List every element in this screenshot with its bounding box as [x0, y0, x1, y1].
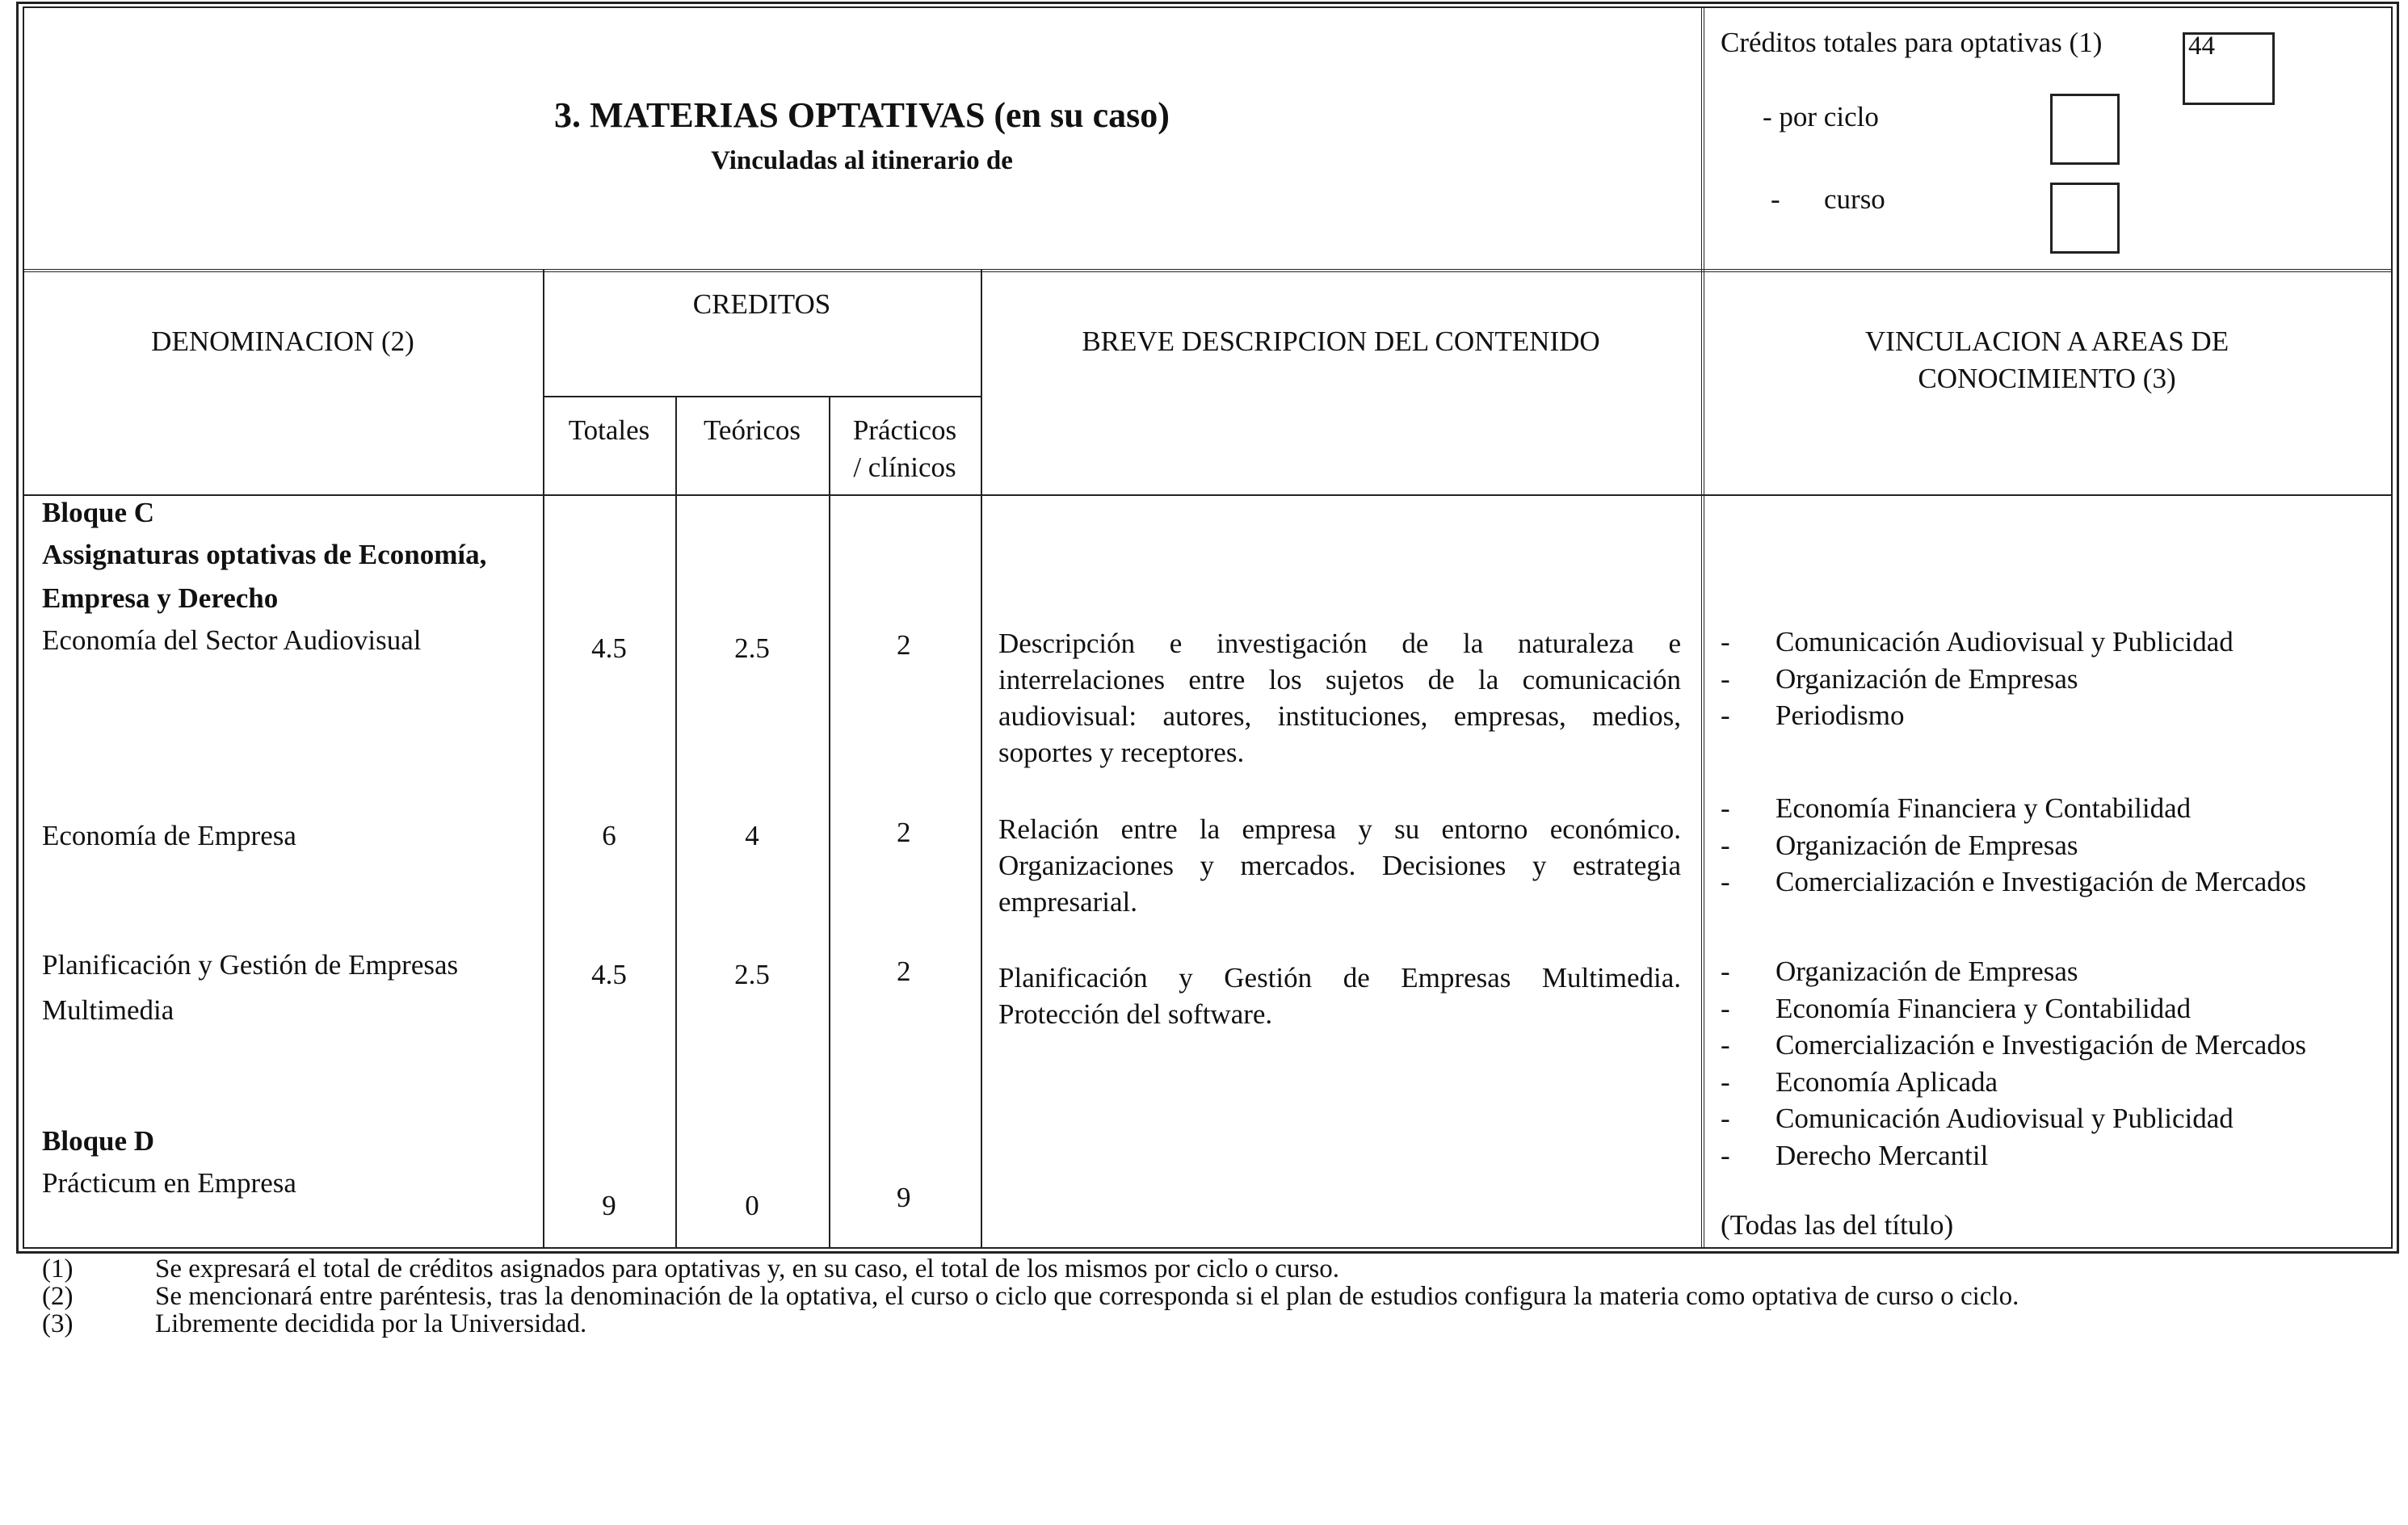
header-divider	[23, 269, 2393, 272]
row2-areas	[1721, 790, 2306, 901]
area-item	[1721, 1027, 2306, 1064]
area-label: Organización de Empresas	[1776, 829, 2078, 861]
row3-areas	[1721, 953, 2306, 1174]
area-dash: -	[1721, 1103, 1730, 1134]
area-dash: -	[1721, 1029, 1730, 1061]
footnote-2	[42, 1283, 2019, 1310]
per-course-label: curso	[1824, 183, 1885, 215]
area-label: Derecho Mercantil	[1776, 1139, 1989, 1171]
col-header-clinicos: / clínicos	[853, 452, 956, 483]
row2-practicos: 2	[897, 817, 911, 848]
row2-teoricos: 4	[745, 820, 759, 851]
area-item	[1721, 1100, 2306, 1137]
row4-areas-note: (Todas las del título)	[1721, 1209, 1954, 1241]
area-label: Comunicación Audiovisual y Publicidad	[1776, 1103, 2234, 1134]
area-item	[1721, 1064, 2306, 1101]
row1-practicos: 2	[897, 629, 911, 661]
credits-total-box	[2183, 32, 2275, 105]
footnote-text: Se expresará el total de créditos asignados para optativas y, en su caso, el total de los mismos por ciclo o curso.	[155, 1254, 1339, 1283]
per-cycle-box	[2050, 94, 2120, 165]
area-dash: -	[1721, 1065, 1730, 1098]
row4-totales: 9	[602, 1190, 616, 1221]
row1-totales: 4.5	[591, 632, 627, 664]
row3-description-text: Planificación y Gestión de Empresas Multimedia. Protección del software.	[998, 962, 1681, 1030]
row1-description-text: Descripción e investigación de la naturaleza e interrelaciones entre los sujetos de la comunicación audiovisual: autores, instituciones, empresas, medios, soportes y receptores.	[998, 628, 1681, 768]
per-course-dash: -	[1771, 183, 1780, 215]
footnote-1	[42, 1255, 1339, 1283]
area-dash: -	[1721, 699, 1730, 731]
page-subtitle: Vinculadas al itinerario de	[711, 146, 1013, 175]
area-dash: -	[1721, 866, 1730, 897]
credits-total-value: 44	[2188, 32, 2215, 61]
footnote-number: (1)	[42, 1254, 74, 1283]
area-label: Comercialización e Investigación de Mercados	[1776, 866, 2306, 897]
row1-teoricos: 2.5	[734, 632, 770, 664]
col-header-denominacion: DENOMINACION (2)	[151, 326, 414, 357]
area-dash: -	[1721, 792, 1730, 824]
row3-name-line2: Multimedia	[42, 994, 174, 1026]
area-item	[1721, 624, 2234, 661]
area-item	[1721, 990, 2306, 1027]
row2-totales: 6	[602, 820, 616, 851]
footnote-3	[42, 1310, 586, 1338]
area-label: Organización de Empresas	[1776, 956, 2078, 987]
col-header-teoricos: Teóricos	[703, 414, 801, 446]
column-header-divider	[23, 494, 2393, 496]
area-item	[1721, 790, 2306, 827]
area-label: Comunicación Audiovisual y Publicidad	[1776, 626, 2234, 657]
area-item	[1721, 1137, 2306, 1174]
col-divider-creditos	[981, 269, 982, 1249]
area-item	[1721, 827, 2306, 864]
col-header-vinculacion: VINCULACION A AREAS DE	[1864, 326, 2229, 357]
area-dash: -	[1721, 626, 1730, 657]
per-cycle-label: - por ciclo	[1763, 101, 1879, 132]
area-label: Economía Financiera y Contabilidad	[1776, 992, 2192, 1024]
area-label: Economía Financiera y Contabilidad	[1776, 792, 2192, 824]
block-c-title-line1: Assignaturas optativas de Economía,	[42, 539, 487, 570]
area-dash: -	[1721, 829, 1730, 861]
row3-name-line1: Planificación y Gestión de Empresas	[42, 949, 459, 981]
row4-teoricos: 0	[745, 1190, 759, 1221]
right-section-divider	[1701, 6, 1704, 1249]
footnote-text: Se mencionará entre paréntesis, tras la denominación de la optativa, el curso o ciclo que corresponda si el plan de estudios configura la materia como optativa de curso o ciclo.	[155, 1282, 2019, 1311]
credits-subheader-divider	[543, 396, 981, 397]
area-label: Comercialización e Investigación de Mercados	[1776, 1029, 2306, 1061]
row3-practicos: 2	[897, 956, 911, 987]
row4-name: Prácticum en Empresa	[42, 1167, 296, 1199]
area-item	[1721, 697, 2234, 734]
col-header-practicos: Prácticos	[852, 414, 957, 446]
row3-totales: 4.5	[591, 959, 627, 990]
footnote-number: (3)	[42, 1309, 74, 1338]
row1-name: Economía del Sector Audiovisual	[42, 624, 422, 656]
area-label: Periodismo	[1776, 699, 1905, 731]
footnote-number: (2)	[42, 1282, 74, 1311]
credits-total-label: Créditos totales para optativas (1)	[1721, 27, 2103, 58]
area-dash: -	[1721, 1139, 1730, 1171]
row2-name: Economía de Empresa	[42, 820, 296, 851]
row1-areas	[1721, 624, 2234, 734]
area-dash: -	[1721, 992, 1730, 1024]
area-dash: -	[1721, 956, 1730, 987]
area-dash: -	[1721, 662, 1730, 695]
area-label: Economía Aplicada	[1776, 1065, 1998, 1098]
col-header-conocimiento: CONOCIMIENTO (3)	[1918, 363, 2176, 394]
row2-description-text: Relación entre la empresa y su entorno económico. Organizaciones y mercados. Decisiones y estrategia empresarial.	[998, 813, 1681, 918]
area-item	[1721, 953, 2306, 990]
block-c-label: Bloque C	[42, 497, 155, 528]
footnote-text: Libremente decidida por la Universidad.	[155, 1309, 587, 1338]
row3-teoricos: 2.5	[734, 959, 770, 990]
per-course-box	[2050, 183, 2120, 254]
block-d-label: Bloque D	[42, 1125, 155, 1157]
col-header-totales: Totales	[568, 414, 650, 446]
area-item	[1721, 863, 2306, 901]
row2-description	[998, 811, 1681, 920]
row3-description	[998, 960, 1681, 1032]
col-header-descripcion: BREVE DESCRIPCION DEL CONTENIDO	[1082, 326, 1600, 357]
page-title: 3. MATERIAS OPTATIVAS (en su caso)	[554, 95, 1170, 135]
col-header-creditos: CREDITOS	[692, 288, 831, 320]
row1-description	[998, 625, 1681, 771]
area-label: Organización de Empresas	[1776, 662, 2078, 695]
row4-practicos: 9	[897, 1182, 911, 1213]
area-item	[1721, 661, 2234, 698]
block-c-title-line2: Empresa y Derecho	[42, 582, 279, 614]
col-divider-teoricos	[829, 396, 830, 1249]
